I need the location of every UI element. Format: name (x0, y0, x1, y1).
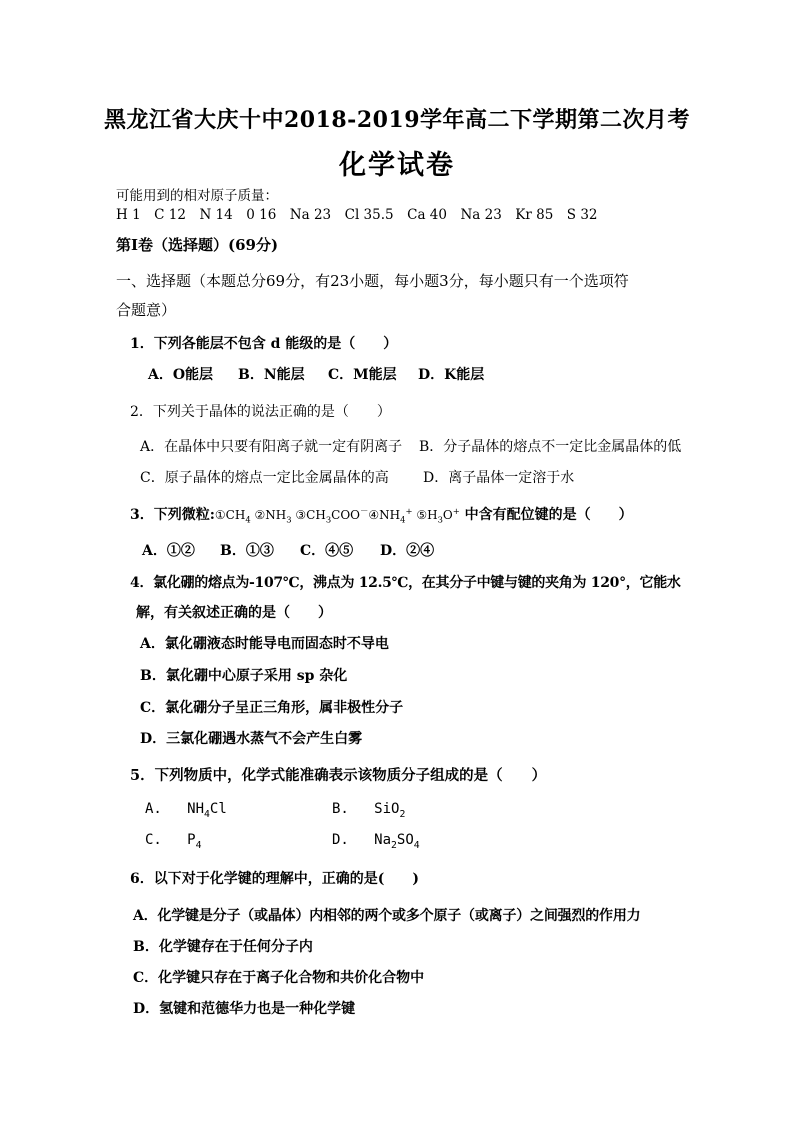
q3-option-c: C．④⑤ (300, 543, 354, 559)
atomic-mass-list: H 1 C 12 N 14 0 16 Na 23 Cl 35.5 Ca 40 Na 23 Kr 85 S 32 (116, 207, 598, 223)
q5-option-c-label: C. (145, 832, 162, 848)
q2-option-c: C．原子晶体的熔点一定比金属晶体的高 (140, 470, 389, 486)
q3-particle-1-sub: 4 (245, 514, 251, 525)
q3-stem (130, 504, 633, 524)
q6-option-b: B．化学键存在于任何分子内 (133, 939, 313, 955)
q1-option-d: D．K能层 (418, 367, 485, 383)
q4-stem-line1: 4．氯化硼的熔点为-107℃，沸点为 12.5℃，在其分子中键与键的夹角为 120°，它能水 (130, 575, 681, 591)
q3-particle-2: ②NH (254, 508, 287, 522)
q6-option-d: D．氢键和范德华力也是一种化学键 (133, 1001, 356, 1017)
q1-stem: 1．下列各能层不包含 d 能级的是（ ） (130, 336, 398, 352)
q5-option-d-sub-1: 2 (391, 839, 397, 851)
q3-particle-4: ④NH (368, 508, 401, 522)
atomic-mass-label: 可能用到的相对原子质量： (116, 188, 278, 204)
q5-option-c (145, 832, 202, 851)
exam-subtitle: 化学试卷 (339, 150, 455, 181)
q5-option-a-formula-2: Cl (209, 801, 227, 817)
q4-option-a: A．氯化硼液态时能导电而固态时不导电 (140, 636, 389, 652)
q6-option-c: C．化学键只存在于离子化合物和共价化合物中 (133, 970, 425, 986)
q3-particle-2-sub: 3 (286, 514, 292, 525)
q5-option-a-sub: 4 (204, 808, 210, 820)
q3-particle-4-sup: + (405, 506, 413, 516)
section1-intro-line2: 合题意） (116, 301, 177, 319)
q5-option-d (332, 832, 420, 851)
q5-option-b-label: B. (332, 801, 349, 817)
q1-option-a: A．O能层 (148, 367, 214, 383)
q5-option-b (332, 801, 405, 820)
q5-option-a (145, 801, 227, 820)
part1-heading: 第Ⅰ卷（选择题）(69分) (116, 236, 279, 254)
q4-stem-line2: 解，有关叙述正确的是（ ） (136, 605, 332, 621)
q3-stem-suffix: 中含有配位键的是（ ） (464, 507, 633, 523)
q3-particle-3-sub: 3 (325, 514, 332, 525)
q3-option-d: D．②④ (380, 543, 435, 559)
q5-option-d-formula-2: SO (396, 832, 414, 848)
q3-particle-5-rest: O (442, 508, 453, 522)
section1-intro-line1: 一、选择题（本题总分69分，有23小题，每小题3分，每小题只有一个选项符 (116, 272, 629, 290)
q2-stem: 2．下列关于晶体的说法正确的是（ ） (130, 404, 391, 420)
q3-particle-5-sup: + (452, 506, 460, 516)
q5-option-d-formula-1: Na (374, 832, 392, 848)
q4-option-b: B．氯化硼中心原子采用 sp 杂化 (140, 668, 348, 684)
q5-stem: 5．下列物质中，化学式能准确表示该物质分子组成的是（ ） (130, 767, 547, 784)
q1-option-b: B．N能层 (238, 367, 305, 383)
q3-particle-3: ③CH (295, 508, 326, 522)
q3-particle-5: ⑤H (416, 508, 438, 522)
q3-particle-3-rest: COO (331, 508, 361, 522)
q4-option-d: D．三氯化硼遇水蒸气不会产生白雾 (140, 731, 363, 747)
q5-option-a-formula-1: NH (187, 801, 205, 817)
q5-option-a-label: A. (145, 801, 162, 817)
q3-particles (214, 506, 460, 525)
q3-particle-5-sub: 3 (437, 514, 443, 525)
q3-particle-3-sup: － (360, 506, 369, 516)
q3-particle-1: ①CH (214, 508, 246, 522)
q6-option-a: A．化学键是分子（或晶体）内相邻的两个或多个原子（或离子）之间强烈的作用力 (133, 908, 641, 924)
q1-option-c: C．M能层 (328, 367, 397, 383)
q3-option-a: A．①② (142, 543, 195, 559)
q5-option-d-label: D. (332, 832, 349, 848)
q2-option-b: B．分子晶体的熔点不一定比金属晶体的低 (419, 439, 682, 455)
q2-option-a: A．在晶体中只要有阳离子就一定有阴离子 (140, 439, 403, 455)
q5-option-d-sub-2: 4 (413, 839, 420, 851)
q5-option-b-formula: SiO (374, 801, 400, 817)
q2-option-d: D．离子晶体一定溶于水 (423, 470, 575, 486)
exam-title: 黑龙江省大庆十中2018-2019学年高二下学期第二次月考 (103, 107, 691, 133)
q3-option-b: B．①③ (220, 543, 274, 559)
q3-stem-prefix: 3．下列微粒: (130, 507, 215, 523)
q5-option-b-sub: 2 (399, 808, 406, 820)
q5-option-c-formula: P (187, 832, 196, 848)
q6-stem: 6．以下对于化学键的理解中，正确的是( ) (130, 871, 419, 887)
q4-option-c: C．氯化硼分子呈正三角形，属非极性分子 (140, 700, 404, 716)
q5-option-c-sub: 4 (195, 839, 202, 851)
q3-particle-4-sub: 4 (400, 514, 406, 525)
